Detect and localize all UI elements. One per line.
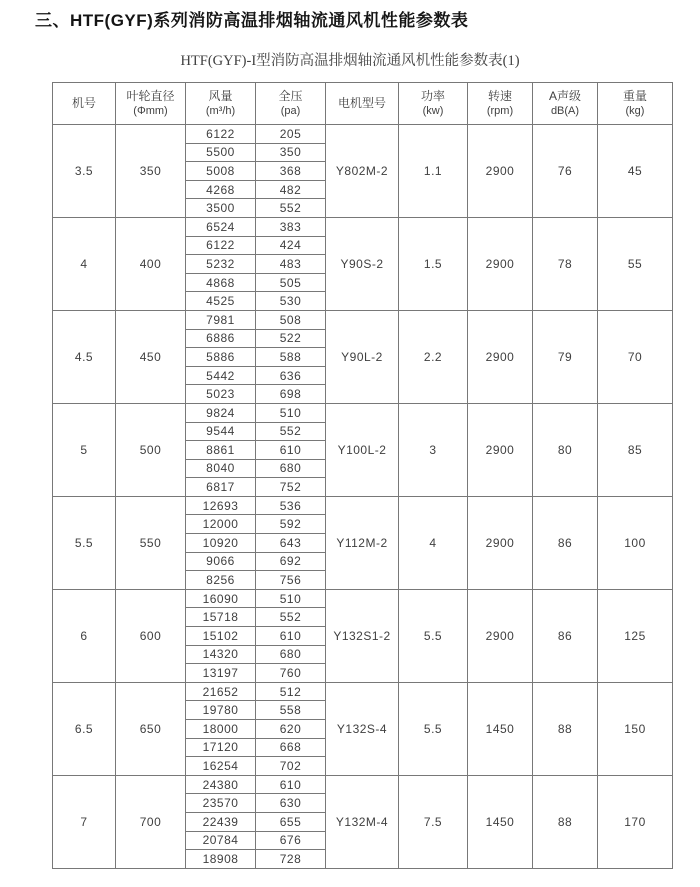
header-label: 叶轮直径 <box>126 88 175 103</box>
total-pressure-cell: 752 <box>256 478 326 497</box>
total-pressure-cell: 610 <box>256 775 326 794</box>
total-pressure-cell: 483 <box>256 255 326 274</box>
power-cell: 5.5 <box>399 589 468 682</box>
air-volume-cell: 10920 <box>186 534 256 553</box>
air-volume-cell: 5023 <box>186 385 256 404</box>
weight-cell: 70 <box>598 310 673 403</box>
col-header-power <box>399 83 468 125</box>
weight-cell: 100 <box>598 496 673 589</box>
header-unit: (kg) <box>625 105 645 118</box>
air-volume-cell: 5008 <box>186 162 256 181</box>
header-unit: (pa) <box>280 105 301 118</box>
model-no-cell: 4.5 <box>53 310 116 403</box>
total-pressure-cell: 610 <box>256 627 326 646</box>
air-volume-cell: 18000 <box>186 720 256 739</box>
table-body <box>53 125 673 869</box>
air-volume-cell: 12000 <box>186 515 256 534</box>
air-volume-cell: 16090 <box>186 589 256 608</box>
col-header-weight <box>598 83 673 125</box>
table-row <box>53 310 673 329</box>
air-volume-cell: 8256 <box>186 571 256 590</box>
speed-cell: 1450 <box>468 682 533 775</box>
total-pressure-cell: 680 <box>256 459 326 478</box>
noise-level-cell: 79 <box>533 310 598 403</box>
header-label: 电机型号 <box>337 95 386 110</box>
table-row <box>53 403 673 422</box>
table-row <box>53 496 673 515</box>
air-volume-cell: 4868 <box>186 273 256 292</box>
header-unit: (Φmm) <box>133 105 168 118</box>
header-unit: dB(A) <box>550 105 580 118</box>
noise-level-cell: 86 <box>533 589 598 682</box>
total-pressure-cell: 692 <box>256 552 326 571</box>
table-row <box>53 217 673 236</box>
motor-model-cell: Y112M-2 <box>326 496 399 589</box>
col-header-total-pressure <box>256 83 326 125</box>
total-pressure-cell: 383 <box>256 217 326 236</box>
air-volume-cell: 23570 <box>186 794 256 813</box>
air-volume-cell: 24380 <box>186 775 256 794</box>
total-pressure-cell: 636 <box>256 366 326 385</box>
total-pressure-cell: 643 <box>256 534 326 553</box>
total-pressure-cell: 552 <box>256 608 326 627</box>
total-pressure-cell: 630 <box>256 794 326 813</box>
total-pressure-cell: 482 <box>256 180 326 199</box>
air-volume-cell: 6817 <box>186 478 256 497</box>
total-pressure-cell: 668 <box>256 738 326 757</box>
weight-cell: 150 <box>598 682 673 775</box>
total-pressure-cell: 368 <box>256 162 326 181</box>
total-pressure-cell: 530 <box>256 292 326 311</box>
power-cell: 4 <box>399 496 468 589</box>
air-volume-cell: 6524 <box>186 217 256 236</box>
total-pressure-cell: 505 <box>256 273 326 292</box>
motor-model-cell: Y100L-2 <box>326 403 399 496</box>
air-volume-cell: 13197 <box>186 664 256 683</box>
noise-level-cell: 86 <box>533 496 598 589</box>
total-pressure-cell: 552 <box>256 199 326 218</box>
total-pressure-cell: 510 <box>256 403 326 422</box>
motor-model-cell: Y802M-2 <box>326 125 399 218</box>
noise-level-cell: 88 <box>533 682 598 775</box>
total-pressure-cell: 620 <box>256 720 326 739</box>
model-no-cell: 7 <box>53 775 116 868</box>
air-volume-cell: 6122 <box>186 236 256 255</box>
table-row <box>53 775 673 794</box>
total-pressure-cell: 350 <box>256 143 326 162</box>
total-pressure-cell: 756 <box>256 571 326 590</box>
air-volume-cell: 8040 <box>186 459 256 478</box>
air-volume-cell: 3500 <box>186 199 256 218</box>
air-volume-cell: 4525 <box>186 292 256 311</box>
motor-model-cell: Y90S-2 <box>326 217 399 310</box>
air-volume-cell: 22439 <box>186 812 256 831</box>
model-no-cell: 3.5 <box>53 125 116 218</box>
total-pressure-cell: 680 <box>256 645 326 664</box>
speed-cell: 2900 <box>468 496 533 589</box>
motor-model-cell: Y90L-2 <box>326 310 399 403</box>
model-no-cell: 6.5 <box>53 682 116 775</box>
noise-level-cell: 78 <box>533 217 598 310</box>
header-unit: (rpm) <box>486 105 514 118</box>
power-cell: 1.5 <box>399 217 468 310</box>
col-header-speed <box>468 83 533 125</box>
header-label: 转速 <box>487 88 512 103</box>
col-header-motor-model <box>326 83 399 125</box>
impeller-diameter-cell: 550 <box>116 496 186 589</box>
air-volume-cell: 9824 <box>186 403 256 422</box>
air-volume-cell: 7981 <box>186 310 256 329</box>
total-pressure-cell: 424 <box>256 236 326 255</box>
total-pressure-cell: 508 <box>256 310 326 329</box>
total-pressure-cell: 588 <box>256 348 326 367</box>
total-pressure-cell: 522 <box>256 329 326 348</box>
air-volume-cell: 6122 <box>186 125 256 144</box>
air-volume-cell: 21652 <box>186 682 256 701</box>
total-pressure-cell: 205 <box>256 125 326 144</box>
speed-cell: 2900 <box>468 310 533 403</box>
motor-model-cell: Y132S-4 <box>326 682 399 775</box>
air-volume-cell: 16254 <box>186 757 256 776</box>
total-pressure-cell: 552 <box>256 422 326 441</box>
total-pressure-cell: 760 <box>256 664 326 683</box>
speed-cell: 2900 <box>468 589 533 682</box>
air-volume-cell: 9066 <box>186 552 256 571</box>
air-volume-cell: 20784 <box>186 831 256 850</box>
air-volume-cell: 5232 <box>186 255 256 274</box>
noise-level-cell: 88 <box>533 775 598 868</box>
impeller-diameter-cell: 450 <box>116 310 186 403</box>
fan-performance-table <box>52 82 673 869</box>
motor-model-cell: Y132M-4 <box>326 775 399 868</box>
air-volume-cell: 5500 <box>186 143 256 162</box>
total-pressure-cell: 558 <box>256 701 326 720</box>
total-pressure-cell: 728 <box>256 850 326 869</box>
air-volume-cell: 9544 <box>186 422 256 441</box>
col-header-noise-level <box>533 83 598 125</box>
air-volume-cell: 19780 <box>186 701 256 720</box>
header-unit: (m³/h) <box>205 105 236 118</box>
model-no-cell: 6 <box>53 589 116 682</box>
header-label: 重量 <box>622 88 647 103</box>
air-volume-cell: 4268 <box>186 180 256 199</box>
air-volume-cell: 6886 <box>186 329 256 348</box>
header-label: 机号 <box>71 95 96 110</box>
speed-cell: 2900 <box>468 217 533 310</box>
total-pressure-cell: 512 <box>256 682 326 701</box>
power-cell: 2.2 <box>399 310 468 403</box>
table-row <box>53 125 673 144</box>
power-cell: 7.5 <box>399 775 468 868</box>
air-volume-cell: 14320 <box>186 645 256 664</box>
air-volume-cell: 12693 <box>186 496 256 515</box>
speed-cell: 2900 <box>468 403 533 496</box>
header-label: 全压 <box>278 88 303 103</box>
model-no-cell: 4 <box>53 217 116 310</box>
header-label: 功率 <box>420 88 445 103</box>
impeller-diameter-cell: 650 <box>116 682 186 775</box>
col-header-model-no <box>53 83 116 125</box>
air-volume-cell: 17120 <box>186 738 256 757</box>
page-title: 三、HTF(GYF)系列消防高温排烟轴流通风机性能参数表 <box>35 11 469 30</box>
air-volume-cell: 15718 <box>186 608 256 627</box>
weight-cell: 125 <box>598 589 673 682</box>
impeller-diameter-cell: 600 <box>116 589 186 682</box>
impeller-diameter-cell: 700 <box>116 775 186 868</box>
header-label: 风量 <box>208 88 233 103</box>
model-no-cell: 5 <box>53 403 116 496</box>
weight-cell: 45 <box>598 125 673 218</box>
air-volume-cell: 8861 <box>186 441 256 460</box>
impeller-diameter-cell: 400 <box>116 217 186 310</box>
total-pressure-cell: 536 <box>256 496 326 515</box>
air-volume-cell: 5442 <box>186 366 256 385</box>
model-no-cell: 5.5 <box>53 496 116 589</box>
table-subtitle: HTF(GYF)-I型消防高温排烟轴流通风机性能参数表(1) <box>180 53 520 69</box>
table-row <box>53 589 673 608</box>
weight-cell: 85 <box>598 403 673 496</box>
weight-cell: 170 <box>598 775 673 868</box>
table-header-row <box>53 83 673 125</box>
motor-model-cell: Y132S1-2 <box>326 589 399 682</box>
impeller-diameter-cell: 350 <box>116 125 186 218</box>
noise-level-cell: 76 <box>533 125 598 218</box>
total-pressure-cell: 510 <box>256 589 326 608</box>
power-cell: 5.5 <box>399 682 468 775</box>
total-pressure-cell: 610 <box>256 441 326 460</box>
impeller-diameter-cell: 500 <box>116 403 186 496</box>
col-header-air-volume <box>186 83 256 125</box>
header-unit: (kw) <box>422 105 444 118</box>
header-label: A声级 <box>548 88 581 103</box>
total-pressure-cell: 655 <box>256 812 326 831</box>
power-cell: 3 <box>399 403 468 496</box>
weight-cell: 55 <box>598 217 673 310</box>
table-row <box>53 682 673 701</box>
total-pressure-cell: 592 <box>256 515 326 534</box>
power-cell: 1.1 <box>399 125 468 218</box>
speed-cell: 1450 <box>468 775 533 868</box>
air-volume-cell: 5886 <box>186 348 256 367</box>
air-volume-cell: 15102 <box>186 627 256 646</box>
total-pressure-cell: 698 <box>256 385 326 404</box>
total-pressure-cell: 676 <box>256 831 326 850</box>
air-volume-cell: 18908 <box>186 850 256 869</box>
noise-level-cell: 80 <box>533 403 598 496</box>
col-header-impeller-diameter <box>116 83 186 125</box>
total-pressure-cell: 702 <box>256 757 326 776</box>
speed-cell: 2900 <box>468 125 533 218</box>
